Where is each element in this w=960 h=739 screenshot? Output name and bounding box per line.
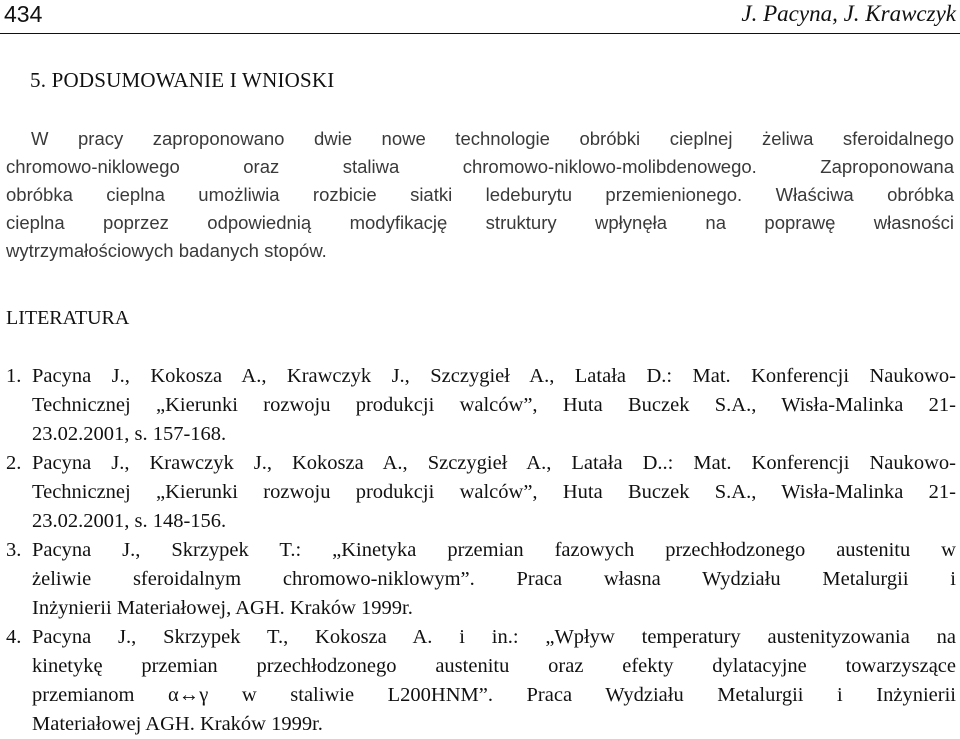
reference-line: żeliwie sferoidalnym chromowo-niklowym”. Praca własna Wydziału Metalurgii i (32, 568, 956, 590)
reference-line: Pacyna J., Krawczyk J., Kokosza A., Szczygieł A., Latała D..: Mat. Konferencji Naukowo- (32, 452, 956, 474)
summary-paragraph (6, 125, 954, 265)
reference-line: Pacyna J., Skrzypek T., Kokosza A. i in.: „Wpływ temperatury austenityzowania na (32, 626, 956, 648)
reference-list (6, 362, 956, 739)
reference-item (6, 362, 956, 449)
reference-number: 1. (6, 365, 22, 387)
reference-line: Materiałowej AGH. Kraków 1999r. (32, 713, 323, 735)
reference-item (6, 623, 956, 739)
reference-line: 23.02.2001, s. 157-168. (32, 423, 227, 445)
section-heading: 5. PODSUMOWANIE I WNIOSKI (30, 68, 335, 92)
running-head-authors: J. Pacyna, J. Krawczyk (741, 1, 956, 26)
reference-line: przemianom α↔γ w staliwie L200HNM”. Praca Wydziału Metalurgii i Inżynierii (32, 684, 956, 706)
paragraph-line: cieplna poprzez odpowiednią modyfikację struktury wpłynęła na poprawę własności (6, 212, 954, 233)
reference-line: 23.02.2001, s. 148-156. (32, 510, 227, 532)
reference-line: Pacyna J., Skrzypek T.: „Kinetyka przemian fazowych przechłodzonego austenitu w (32, 539, 956, 561)
paragraph-line: wytrzymałościowych badanych stopów. (6, 240, 327, 261)
literature-heading: LITERATURA (6, 307, 130, 329)
reference-number: 3. (6, 539, 22, 561)
reference-line: Inżynierii Materiałowej, AGH. Kraków 1999r. (32, 597, 413, 619)
reference-line: Pacyna J., Kokosza A., Krawczyk J., Szczygieł A., Latała D.: Mat. Konferencji Naukowo- (32, 365, 956, 387)
reference-line: Technicznej „Kierunki rozwoju produkcji walców”, Huta Buczek S.A., Wisła-Malinka 21- (32, 394, 956, 416)
paragraph-line: obróbka cieplna umożliwia rozbicie siatki ledeburytu przemienionego. Właściwa obróbka (6, 184, 954, 205)
reference-number: 2. (6, 452, 22, 474)
page-header (0, 0, 960, 42)
page-number: 434 (4, 1, 43, 27)
reference-item (6, 449, 956, 536)
reference-line: Technicznej „Kierunki rozwoju produkcji walców”, Huta Buczek S.A., Wisła-Malinka 21- (32, 481, 956, 503)
paragraph-line: W pracy zaproponowano dwie nowe technologie obróbki cieplnej żeliwa sferoidalnego (31, 128, 954, 149)
reference-number: 4. (6, 626, 22, 648)
header-rule (0, 33, 960, 34)
paragraph-line: chromowo-niklowego oraz staliwa chromowo-niklowo-molibdenowego. Zaproponowana (6, 156, 954, 177)
reference-line: kinetykę przemian przechłodzonego austenitu oraz efekty dylatacyjne towarzyszące (32, 655, 956, 677)
reference-item (6, 536, 956, 623)
